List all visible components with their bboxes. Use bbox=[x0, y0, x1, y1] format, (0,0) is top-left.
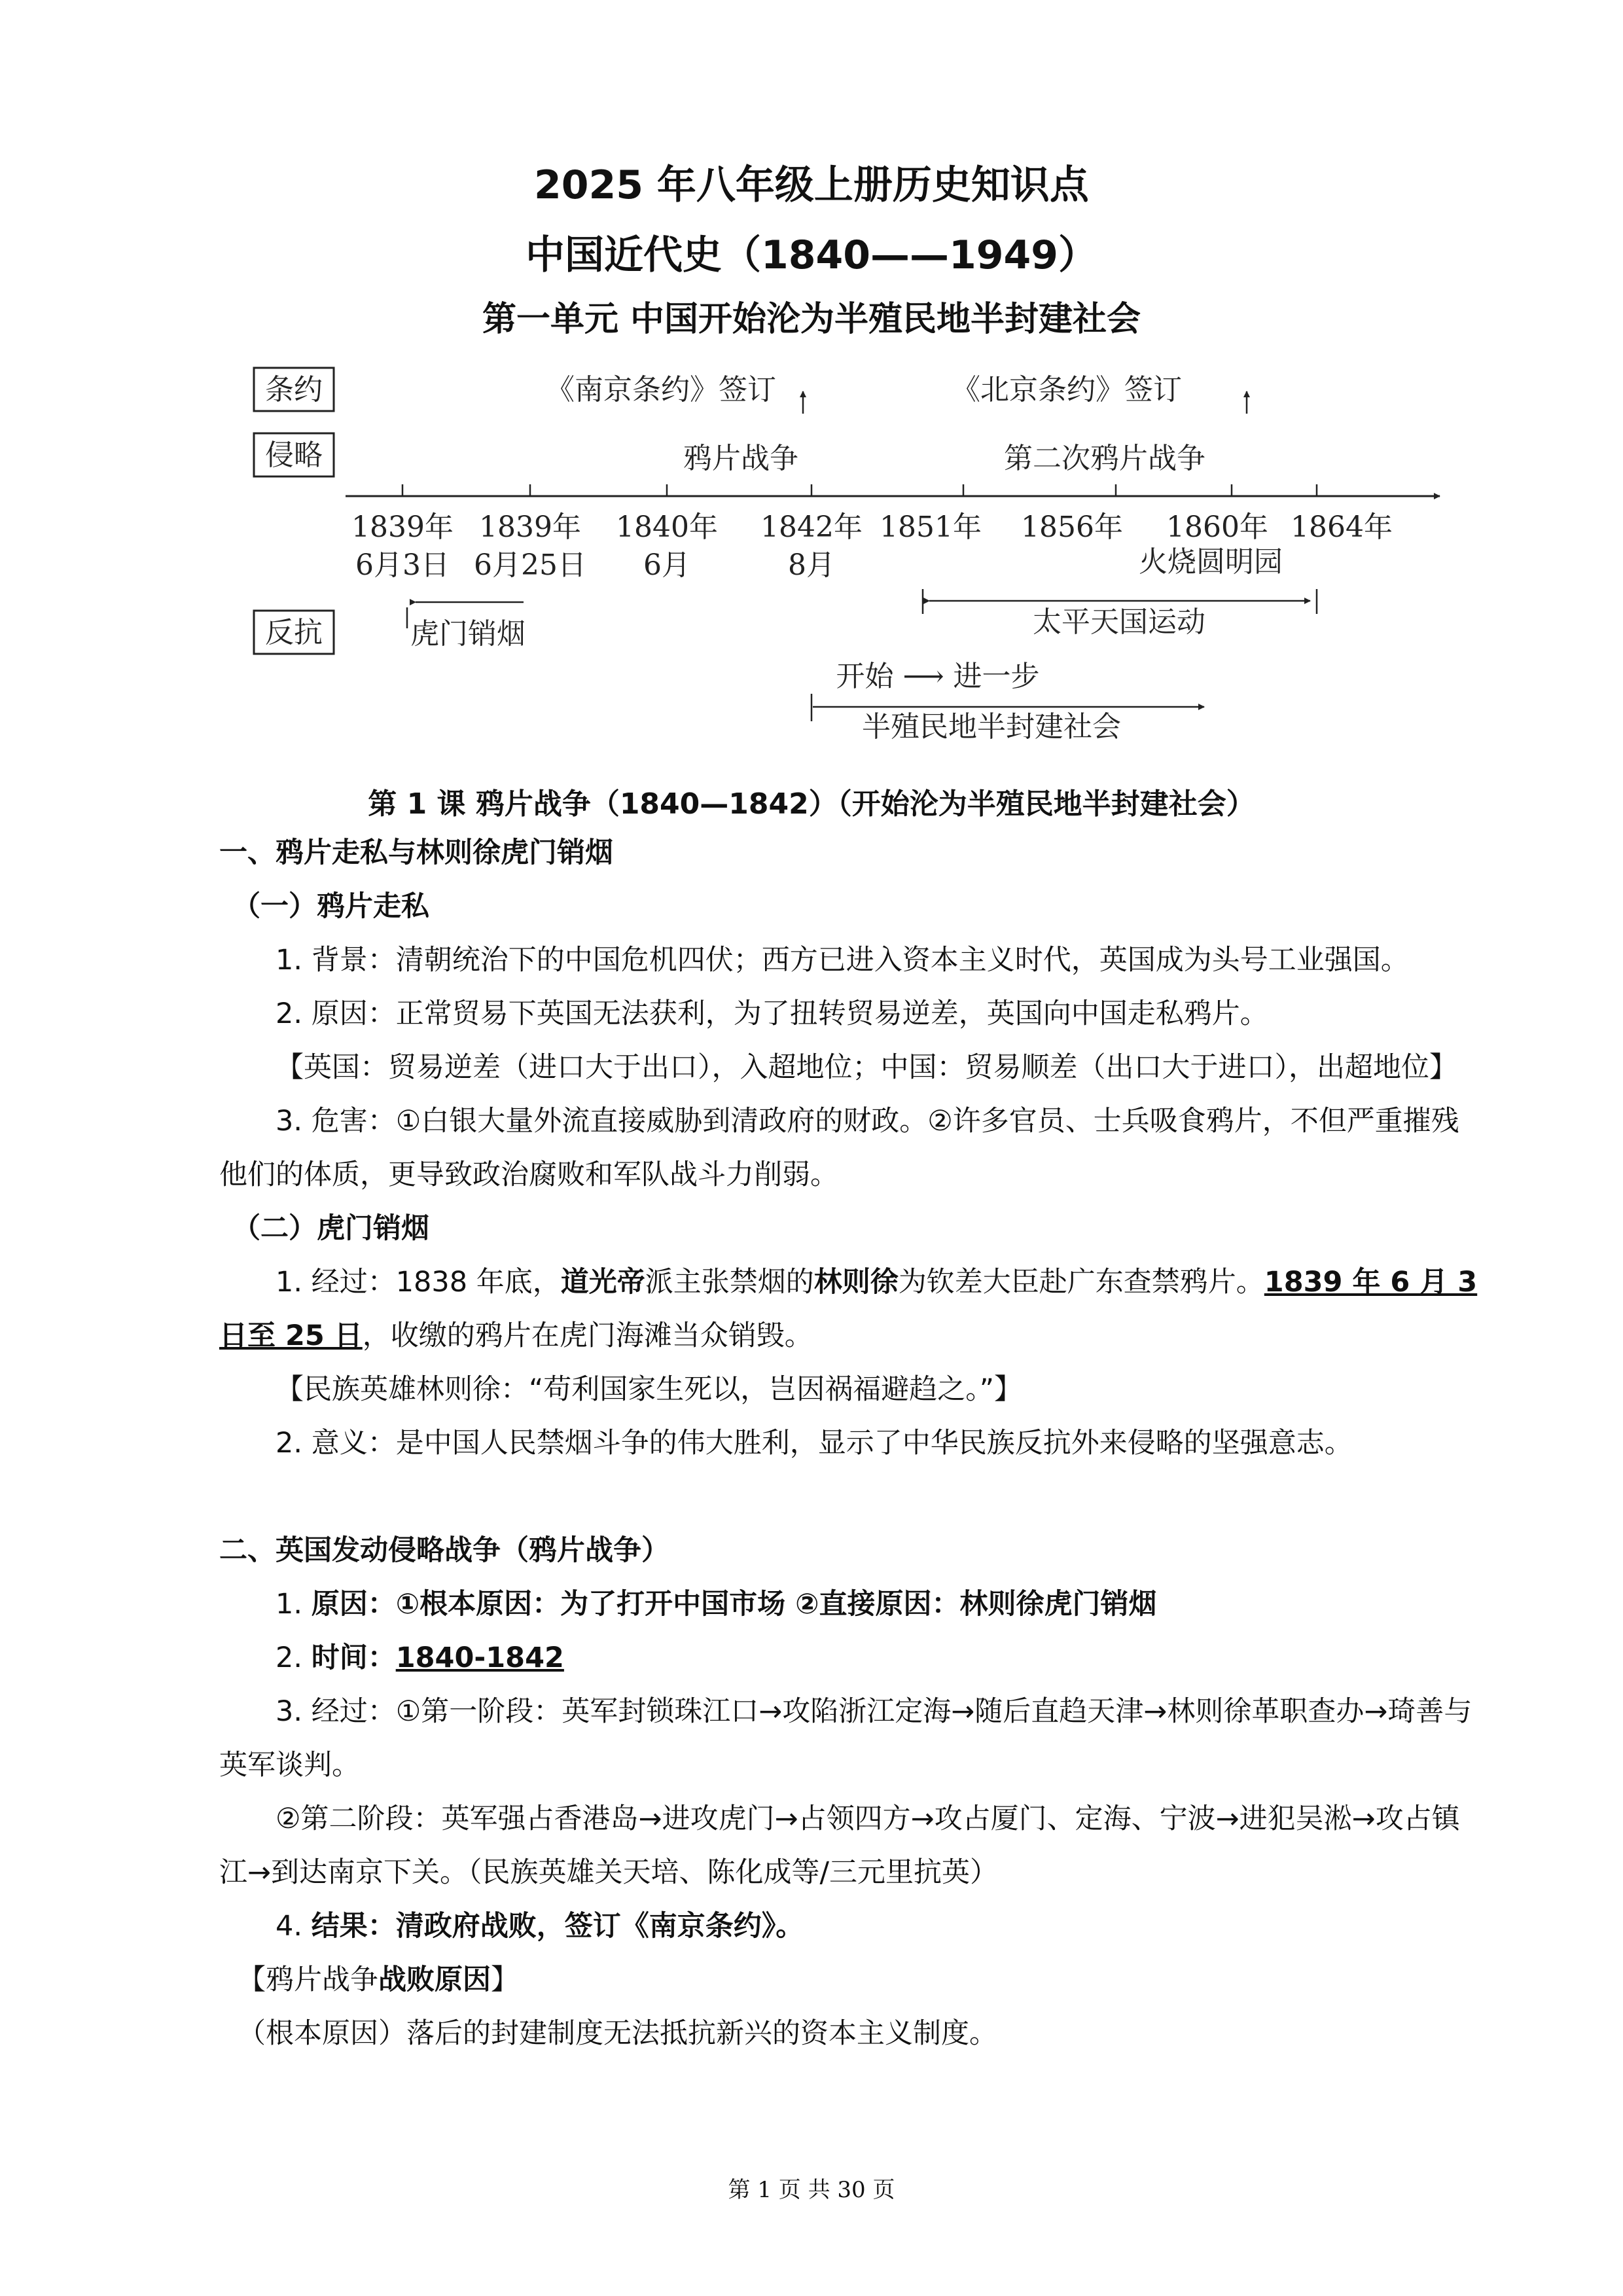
emphasis: 林则徐 bbox=[813, 1266, 899, 1299]
emphasis: 原因：①根本原因：为了打开中国市场 ②直接原因：林则徐虎门销烟 bbox=[311, 1588, 1157, 1621]
tick-sub: 火烧圆明园 bbox=[1139, 545, 1283, 579]
paragraph: 2. 原因：正常贸易下英国无法获利，为了扭转贸易逆差，英国向中国走私鸦片。 bbox=[276, 997, 1268, 1030]
document-body bbox=[219, 826, 1479, 2060]
society-stage: 开始 ⟶ 进一步 bbox=[836, 660, 1040, 693]
text-run: 1. bbox=[276, 1588, 312, 1621]
note-paragraph: 【英国：贸易逆差（进口大于出口），入超地位；中国：贸易顺差（出口大于进口），出超地位】 bbox=[276, 1051, 1457, 1084]
emphasis: 结果：清政府战败，签订《南京条约》。 bbox=[311, 1910, 804, 1943]
tick-year: 1840年 bbox=[616, 511, 718, 544]
resistance-taiping: 太平天国运动 bbox=[1033, 605, 1205, 639]
paragraph: 3. 危害：①白银大量外流直接威胁到清政府的财政。②许多官员、士兵吸食鸦片，不但严重摧残他们的体质，更导致政治腐败和军队战斗力削弱。 bbox=[219, 1105, 1459, 1191]
paragraph: 2. 意义：是中国人民禁烟斗争的伟大胜利，显示了中华民族反抗外来侵略的坚强意志。 bbox=[276, 1427, 1353, 1460]
paragraph: ②第二阶段：英军强占香港岛→进攻虎门→占领四方→攻占厦门、定海、宁波→进犯吴淞→攻占镇江→到达南京下关。（民族英雄关天培、陈化成等/三元里抗英） bbox=[219, 1803, 1460, 1889]
resistance-humen: 虎门销烟 bbox=[410, 617, 526, 651]
page-title: 2025 年八年级上册历史知识点 bbox=[534, 162, 1089, 208]
text-run: 4. bbox=[276, 1910, 312, 1943]
tick-year: 1856年 bbox=[1021, 511, 1123, 544]
paragraph bbox=[219, 1631, 1479, 1685]
tick-year: 1839年 bbox=[351, 511, 454, 544]
subsection-heading: （一）鸦片走私 bbox=[232, 890, 429, 923]
row-label-aggression bbox=[254, 433, 334, 476]
paragraph: 3. 经过：①第一阶段：英军封锁珠江口→攻陷浙江定海→随后直趋天津→林则徐革职查办→琦善与英军谈判。 bbox=[219, 1695, 1472, 1782]
note-paragraph bbox=[219, 1953, 1479, 2007]
text-run: 1. 经过：1838 年底， bbox=[276, 1266, 561, 1299]
text-run: 】 bbox=[491, 1964, 519, 1996]
row-label-aggression-text: 侵略 bbox=[265, 439, 323, 472]
tick-sub: 6月 bbox=[643, 548, 690, 582]
subsection-heading: （二）虎门销烟 bbox=[232, 1212, 429, 1245]
war-opium: 鸦片战争 bbox=[683, 442, 798, 475]
text-run: ，收缴的鸦片在虎门海滩当众销毁。 bbox=[362, 1319, 813, 1352]
text-run: 2. bbox=[276, 1641, 312, 1674]
tick-year: 1839年 bbox=[479, 511, 581, 544]
paragraph: 1. 背景：清朝统治下的中国危机四伏；西方已进入资本主义时代，英国成为头号工业强国。 bbox=[276, 944, 1409, 977]
emphasis: 时间： bbox=[311, 1641, 396, 1674]
timeline-diagram bbox=[242, 353, 1472, 759]
treaty-beijing: 《北京条约》签订 bbox=[952, 373, 1182, 406]
emphasis: 战败原因 bbox=[378, 1964, 491, 1996]
tick-sub: 8月 bbox=[788, 548, 835, 582]
tick-year: 1842年 bbox=[760, 511, 863, 544]
paragraph bbox=[219, 1577, 1479, 1631]
text-run: 【鸦片战争 bbox=[238, 1964, 378, 1996]
spacer bbox=[219, 1470, 1479, 1524]
paragraph bbox=[219, 1255, 1479, 1363]
lesson-title: 第 1 课 鸦片战争（1840—1842）（开始沦为半殖民地半封建社会） bbox=[368, 787, 1255, 821]
row-label-resistance-text: 反抗 bbox=[265, 616, 323, 649]
key-date: 1840-1842 bbox=[395, 1641, 564, 1674]
tick-year: 1864年 bbox=[1291, 511, 1393, 544]
page-footer: 第 1 页 共 30 页 bbox=[728, 2177, 895, 2203]
row-label-treaty bbox=[254, 368, 334, 411]
tick-year: 1851年 bbox=[880, 511, 982, 544]
tick-sub: 6月25日 bbox=[474, 548, 586, 582]
section-heading: 二、英国发动侵略战争（鸦片战争） bbox=[219, 1534, 669, 1567]
society-label: 半殖民地半封建社会 bbox=[862, 710, 1121, 744]
war-second-opium: 第二次鸦片战争 bbox=[1004, 442, 1205, 475]
row-label-resistance bbox=[254, 611, 334, 654]
text-run: 为钦差大臣赴广东查禁鸦片。 bbox=[898, 1266, 1264, 1299]
paragraph: （根本原因）落后的封建制度无法抵抗新兴的资本主义制度。 bbox=[238, 2017, 997, 2050]
quote-paragraph: 【民族英雄林则徐：“苟利国家生死以，岂因祸福避趋之。”】 bbox=[276, 1373, 1023, 1406]
section-heading: 一、鸦片走私与林则徐虎门销烟 bbox=[219, 836, 613, 869]
tick-sub: 6月3日 bbox=[355, 548, 450, 582]
treaty-nanjing: 《南京条约》签订 bbox=[546, 373, 776, 406]
tick-year: 1860年 bbox=[1166, 511, 1268, 544]
unit-title: 第一单元 中国开始沦为半殖民地半封建社会 bbox=[482, 300, 1141, 339]
paragraph bbox=[219, 1899, 1479, 1953]
emphasis: 道光帝 bbox=[560, 1266, 645, 1299]
period-title: 中国近代史（1840——1949） bbox=[526, 232, 1097, 278]
text-run: 派主张禁烟的 bbox=[645, 1266, 814, 1299]
row-label-treaty-text: 条约 bbox=[265, 373, 323, 406]
timeline-ticks bbox=[402, 484, 1317, 496]
key-date: 1839 年 6 月 3 日至 25 日 bbox=[219, 1266, 1478, 1352]
